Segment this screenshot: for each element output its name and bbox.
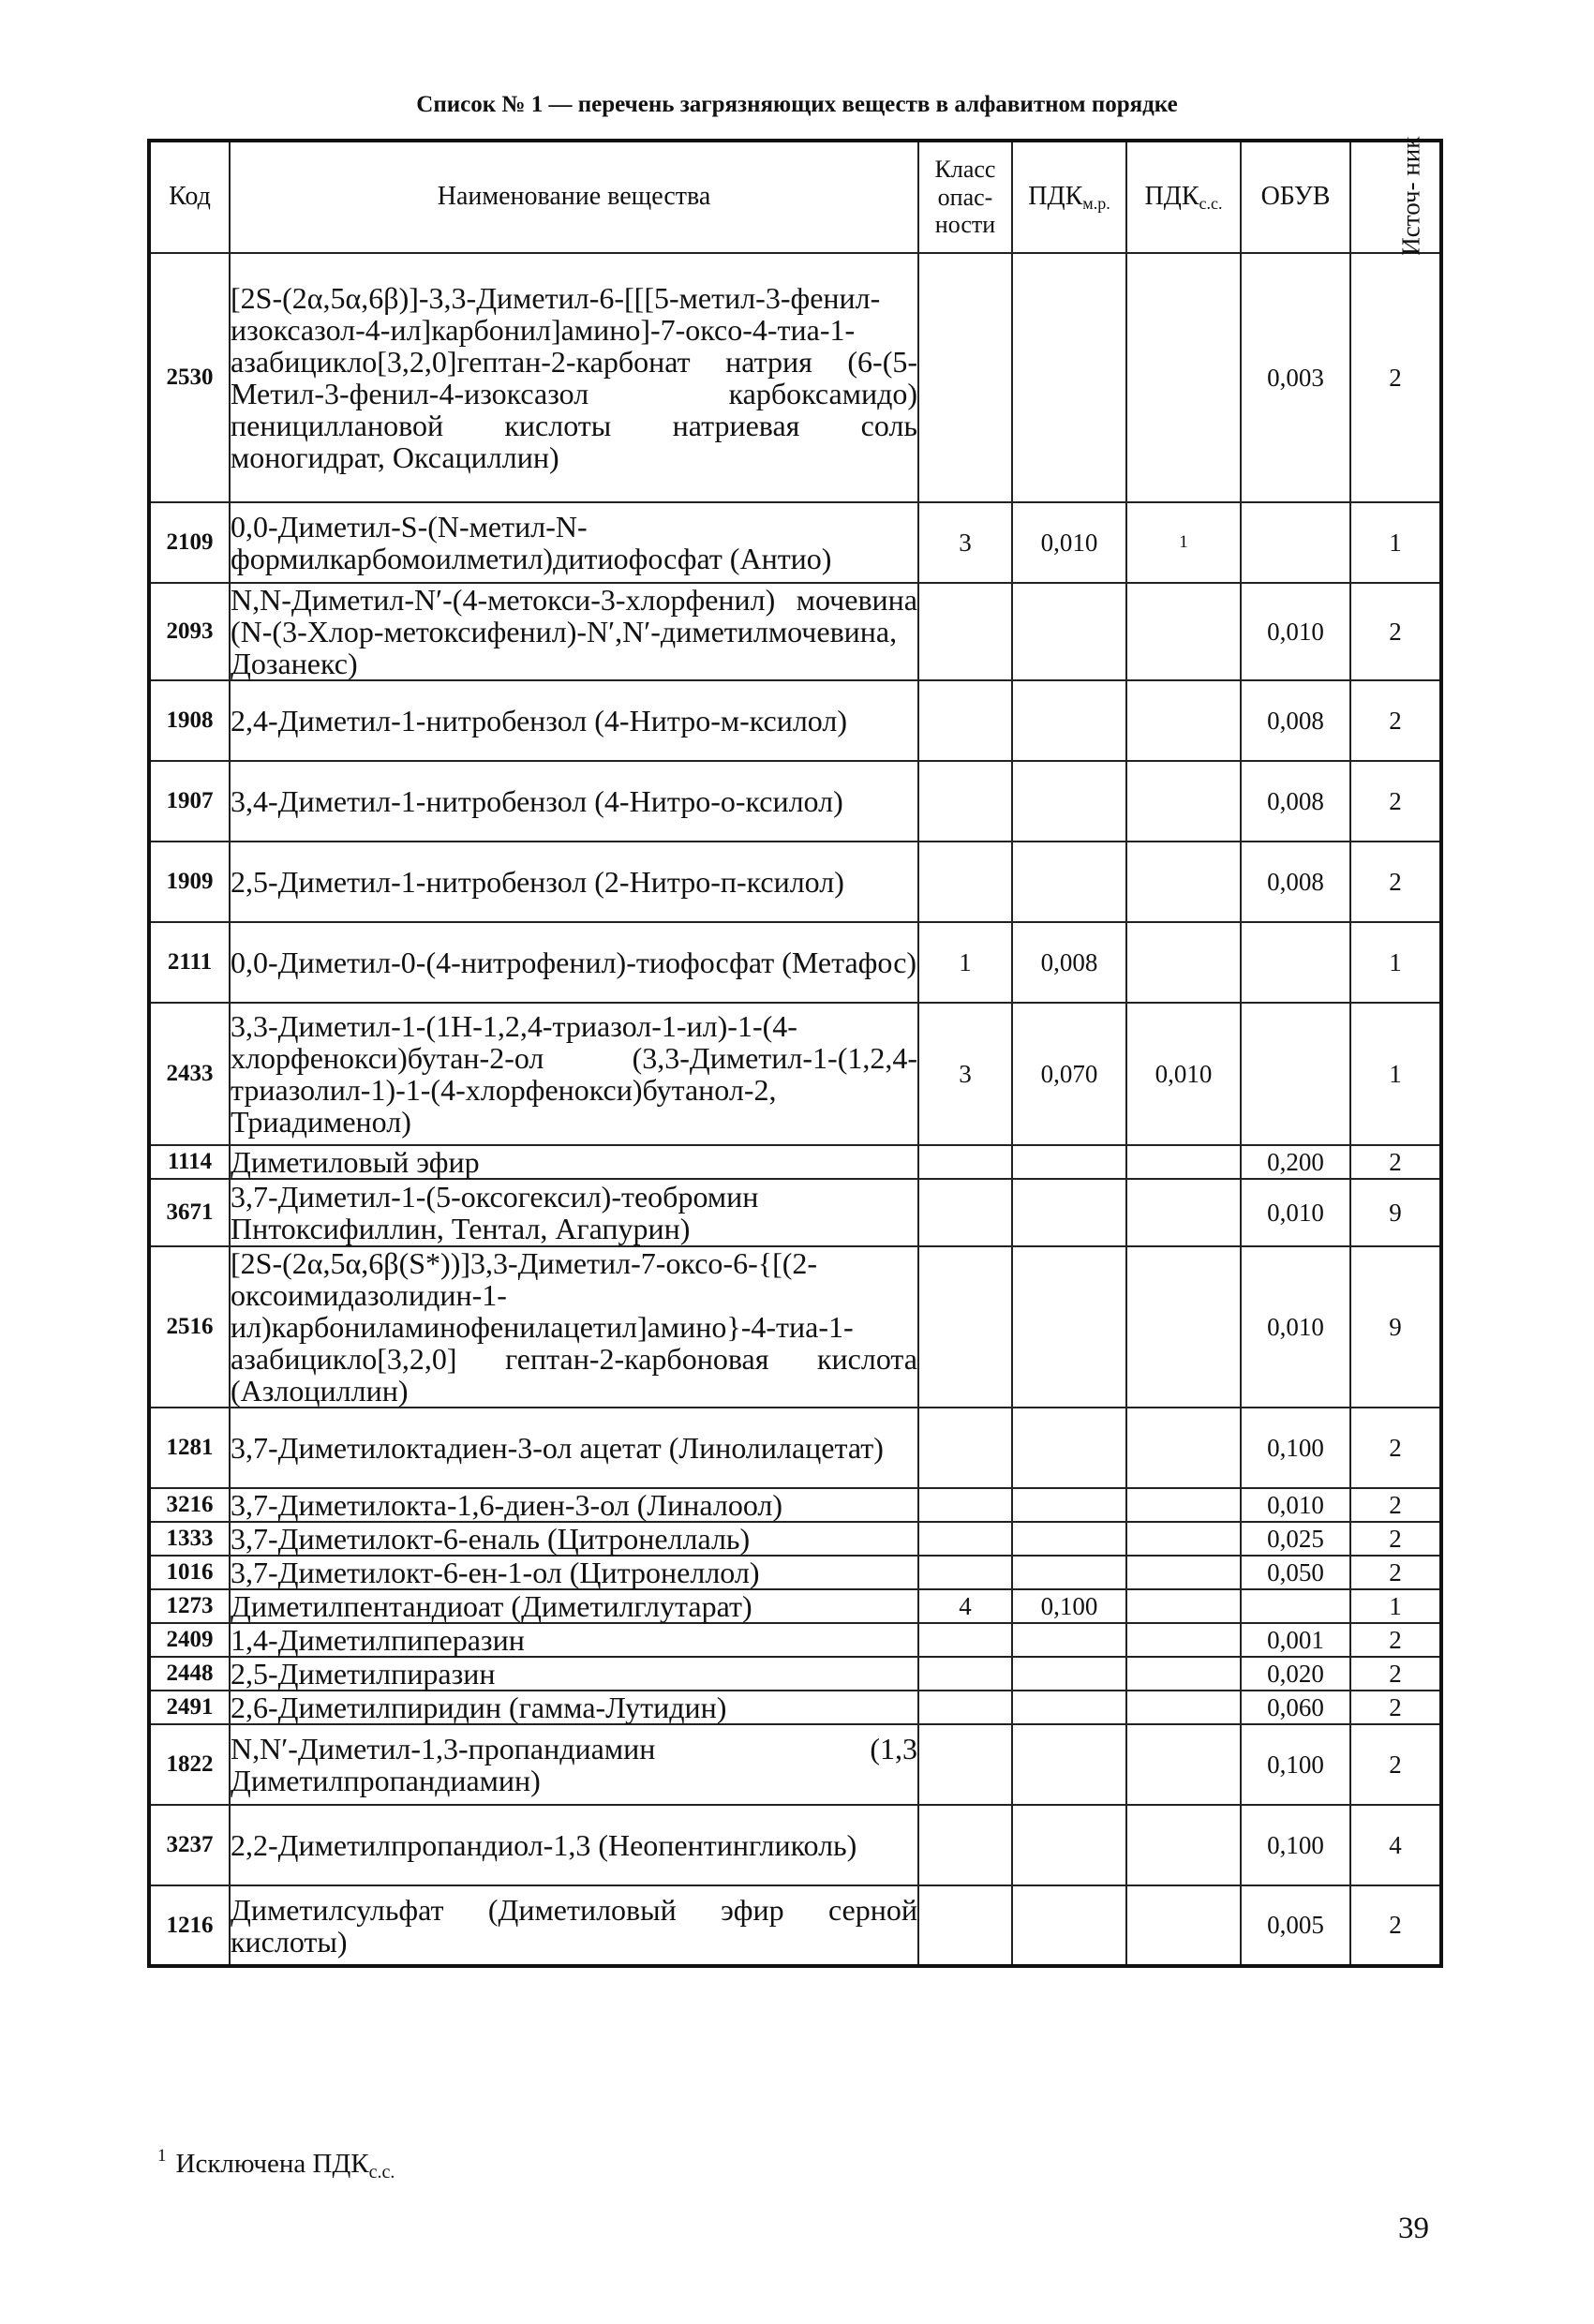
cell-obuv: 0,010 bbox=[1241, 1179, 1350, 1246]
cell-obuv: 0,001 bbox=[1241, 1623, 1350, 1657]
cell-code: 2111 bbox=[149, 922, 230, 1003]
cell-pdk-ss bbox=[1126, 761, 1241, 842]
cell-name: N,N-Диметил-N′-(4-метокси-3-хлорфенил) мочевина (N-(3-Хлор-метоксифенил)-N′,N′-диметилмочевина, Дозанекс) bbox=[231, 583, 917, 680]
cell-name: 2,5-Диметилпиразин bbox=[230, 1657, 918, 1691]
cell-hazard-class bbox=[918, 1246, 1012, 1408]
header-name: Наименование вещества bbox=[230, 141, 918, 253]
cell-source: 2 bbox=[1350, 1657, 1441, 1691]
cell-source: 2 bbox=[1350, 1724, 1441, 1805]
cell-pdk-mr: 0,070 bbox=[1012, 1003, 1126, 1145]
cell-pdk-ss bbox=[1126, 922, 1241, 1003]
cell-hazard-class bbox=[918, 1145, 1012, 1179]
cell-source: 1 bbox=[1350, 922, 1441, 1003]
cell-source: 2 bbox=[1350, 1522, 1441, 1556]
cell-pdk-mr bbox=[1012, 1246, 1126, 1408]
cell-code: 1908 bbox=[149, 680, 230, 761]
cell-pdk-mr bbox=[1012, 1885, 1126, 1966]
cell-source: 1 bbox=[1350, 502, 1441, 583]
cell-hazard-class: 4 bbox=[918, 1589, 1012, 1623]
cell-obuv: 0,010 bbox=[1241, 1246, 1350, 1408]
table-row bbox=[149, 583, 1441, 680]
cell-hazard-class bbox=[918, 842, 1012, 922]
cell-hazard-class bbox=[918, 583, 1012, 680]
cell-source: 2 bbox=[1350, 842, 1441, 922]
table-row bbox=[149, 1408, 1441, 1488]
cell-pdk-ss bbox=[1126, 1145, 1241, 1179]
cell-source: 1 bbox=[1350, 1589, 1441, 1623]
header-pdk-mr-sub: м.р. bbox=[1082, 193, 1110, 213]
cell-obuv: 0,008 bbox=[1241, 680, 1350, 761]
cell-code: 1114 bbox=[149, 1145, 230, 1179]
table-row bbox=[149, 1623, 1441, 1657]
cell-name: Диметилпентандиоат (Диметилглутарат) bbox=[230, 1589, 918, 1623]
table-row bbox=[149, 1179, 1441, 1246]
cell-pdk-ss: 1 bbox=[1126, 502, 1241, 583]
table-row bbox=[149, 1589, 1441, 1623]
table-row bbox=[149, 1145, 1441, 1179]
footnote-sub: с.с. bbox=[368, 2162, 395, 2182]
cell-code: 1273 bbox=[149, 1589, 230, 1623]
cell-hazard-class bbox=[918, 680, 1012, 761]
cell-pdk-mr: 0,008 bbox=[1012, 922, 1126, 1003]
header-pdk-mr bbox=[1012, 141, 1126, 253]
cell-code: 1822 bbox=[149, 1724, 230, 1805]
cell-pdk-mr bbox=[1012, 1805, 1126, 1885]
cell-code: 3216 bbox=[149, 1488, 230, 1522]
cell-name: [2S-(2α,5α,6β)]-3,3-Диметил-6-[[[5-метил-3-фенил-изоксазол-4-ил]карбонил]амино]-7-оксо-4-тиа-1-азабицикло[3,2,0]гептан-2-карбонат натрия (6-(5-Метил-3-фенил-4-изоксазол карбоксамидо) пенициллановой кислоты натриевая соль моногидрат, Оксациллин) bbox=[230, 253, 918, 502]
table-row bbox=[149, 1691, 1441, 1724]
cell-source: 2 bbox=[1350, 1623, 1441, 1657]
cell-obuv bbox=[1241, 502, 1350, 583]
header-pdk-ss bbox=[1126, 141, 1241, 253]
cell-hazard-class bbox=[918, 1623, 1012, 1657]
header-pdk-ss-sub: с.с. bbox=[1199, 193, 1223, 213]
table-body bbox=[149, 253, 1441, 1966]
cell-pdk-ss bbox=[1126, 1885, 1241, 1966]
cell-code: 2491 bbox=[149, 1691, 230, 1724]
table-header-row bbox=[149, 141, 1441, 253]
cell-name: 3,4-Диметил-1-нитробензол (4-Нитро-о-ксилол) bbox=[230, 761, 918, 842]
cell-source: 9 bbox=[1350, 1246, 1441, 1408]
cell-hazard-class: 3 bbox=[918, 502, 1012, 583]
header-hazard-class: Класс опас- ности bbox=[918, 141, 1012, 253]
cell-pdk-ss bbox=[1126, 1408, 1241, 1488]
table-row bbox=[149, 1885, 1441, 1966]
cell-pdk-ss bbox=[1126, 842, 1241, 922]
cell-name: 3,7-Диметилоктадиен-3-ол ацетат (Линолилацетат) bbox=[230, 1408, 918, 1488]
cell-source: 2 bbox=[1350, 583, 1441, 680]
table-row bbox=[149, 1003, 1441, 1145]
cell-pdk-mr bbox=[1012, 253, 1126, 502]
cell-code: 2530 bbox=[149, 253, 230, 502]
header-pdk-mr-base: ПДК bbox=[1028, 181, 1083, 211]
cell-obuv: 0,003 bbox=[1241, 253, 1350, 502]
substances-table bbox=[147, 139, 1443, 1968]
cell-pdk-ss: 0,010 bbox=[1126, 1003, 1241, 1145]
cell-hazard-class bbox=[918, 1522, 1012, 1556]
cell-hazard-class bbox=[918, 761, 1012, 842]
cell-code: 1216 bbox=[149, 1885, 230, 1966]
cell-obuv: 0,008 bbox=[1241, 842, 1350, 922]
table-row bbox=[149, 1724, 1441, 1805]
cell-pdk-mr bbox=[1012, 1556, 1126, 1589]
cell-hazard-class bbox=[918, 1691, 1012, 1724]
cell-name: 3,3-Диметил-1-(1Н-1,2,4-триазол-1-ил)-1-(4-хлорфенокси)бутан-2-ол (3,3-Диметил-1-(1,2,4-триазолил-1)-1-(4-хлорфенокси)бутанол-2, Триадименол) bbox=[230, 1003, 918, 1145]
cell-hazard-class bbox=[918, 1408, 1012, 1488]
cell-pdk-mr: 0,100 bbox=[1012, 1589, 1126, 1623]
cell-obuv: 0,100 bbox=[1241, 1408, 1350, 1488]
header-code: Код bbox=[149, 141, 230, 253]
table-row bbox=[149, 842, 1441, 922]
cell-pdk-ss bbox=[1126, 1691, 1241, 1724]
table-row bbox=[149, 922, 1441, 1003]
cell-obuv: 0,060 bbox=[1241, 1691, 1350, 1724]
cell-pdk-mr bbox=[1012, 1408, 1126, 1488]
cell-pdk-ss bbox=[1126, 1805, 1241, 1885]
cell-source: 1 bbox=[1350, 1003, 1441, 1145]
cell-pdk-mr bbox=[1012, 1179, 1126, 1246]
cell-code: 3671 bbox=[149, 1179, 230, 1246]
table-row bbox=[149, 1246, 1441, 1408]
cell-name: 2,4-Диметил-1-нитробензол (4-Нитро-м-ксилол) bbox=[230, 680, 918, 761]
cell-code: 2093 bbox=[149, 583, 230, 680]
table-row bbox=[149, 1657, 1441, 1691]
cell-name: 1,4-Диметилпиперазин bbox=[230, 1623, 918, 1657]
cell-pdk-ss bbox=[1126, 1657, 1241, 1691]
cell-name: 0,0-Диметил-0-(4-нитрофенил)-тиофосфат (Метафос) bbox=[230, 922, 918, 1003]
cell-code: 2448 bbox=[149, 1657, 230, 1691]
cell-pdk-ss bbox=[1126, 1623, 1241, 1657]
cell-hazard-class bbox=[918, 1805, 1012, 1885]
cell-obuv bbox=[1241, 1589, 1350, 1623]
header-pdk-ss-base: ПДК bbox=[1144, 181, 1199, 211]
cell-hazard-class bbox=[918, 1488, 1012, 1522]
cell-code: 2433 bbox=[149, 1003, 230, 1145]
cell-obuv: 0,100 bbox=[1241, 1805, 1350, 1885]
cell-pdk-mr bbox=[1012, 1145, 1126, 1179]
cell-source: 2 bbox=[1350, 1488, 1441, 1522]
cell-obuv: 0,025 bbox=[1241, 1522, 1350, 1556]
cell-source: 2 bbox=[1350, 761, 1441, 842]
cell-pdk-mr bbox=[1012, 761, 1126, 842]
cell-pdk-ss bbox=[1126, 583, 1241, 680]
cell-obuv: 0,008 bbox=[1241, 761, 1350, 842]
cell-code: 1281 bbox=[149, 1408, 230, 1488]
cell-name: 3,7-Диметилокт-6-еналь (Цитронеллаль) bbox=[230, 1522, 918, 1556]
cell-pdk-ss bbox=[1126, 1589, 1241, 1623]
table-row bbox=[149, 1805, 1441, 1885]
cell-code: 2409 bbox=[149, 1623, 230, 1657]
cell-pdk-mr bbox=[1012, 1522, 1126, 1556]
table-row bbox=[149, 1522, 1441, 1556]
cell-hazard-class bbox=[918, 1724, 1012, 1805]
cell-obuv: 0,100 bbox=[1241, 1724, 1350, 1805]
table-row bbox=[149, 1488, 1441, 1522]
footnote-mark: 1 bbox=[157, 2146, 167, 2166]
cell-pdk-ss bbox=[1126, 253, 1241, 502]
cell-name: 2,6-Диметилпиридин (гамма-Лутидин) bbox=[230, 1691, 918, 1724]
cell-pdk-mr bbox=[1012, 1691, 1126, 1724]
cell-code: 2109 bbox=[149, 502, 230, 583]
cell-obuv: 0,200 bbox=[1241, 1145, 1350, 1179]
table-row bbox=[149, 1556, 1441, 1589]
cell-pdk-mr bbox=[1012, 680, 1126, 761]
cell-code: 1907 bbox=[149, 761, 230, 842]
cell-name: Диметилсульфат (Диметиловый эфир серной кислоты) bbox=[230, 1885, 918, 1966]
cell-obuv: 0,050 bbox=[1241, 1556, 1350, 1589]
cell-code: 2516 bbox=[149, 1246, 230, 1408]
cell-pdk-mr bbox=[1012, 583, 1126, 680]
cell-code: 1016 bbox=[149, 1556, 230, 1589]
cell-source: 2 bbox=[1350, 253, 1441, 502]
cell-hazard-class bbox=[918, 1179, 1012, 1246]
cell-pdk-ss bbox=[1126, 1556, 1241, 1589]
cell-code: 1909 bbox=[149, 842, 230, 922]
cell-pdk-ss bbox=[1126, 1724, 1241, 1805]
cell-name: 2,5-Диметил-1-нитробензол (2-Нитро-п-ксилол) bbox=[230, 842, 918, 922]
cell-obuv bbox=[1241, 1003, 1350, 1145]
footnote-text: Исключена ПДК bbox=[175, 2149, 369, 2179]
cell-pdk-ss bbox=[1126, 680, 1241, 761]
table-row bbox=[149, 253, 1441, 502]
cell-source: 4 bbox=[1350, 1805, 1441, 1885]
cell-hazard-class bbox=[918, 1556, 1012, 1589]
cell-pdk-mr bbox=[1012, 1623, 1126, 1657]
cell-name: 3,7-Диметил-1-(5-оксогексил)-теобромин Пнтоксифиллин, Тентал, Агапурин) bbox=[230, 1179, 918, 1246]
cell-pdk-ss bbox=[1126, 1179, 1241, 1246]
cell-source: 2 bbox=[1350, 1556, 1441, 1589]
cell-code: 3237 bbox=[149, 1805, 230, 1885]
cell-name: 2,2-Диметилпропандиол-1,3 (Неопентингликоль) bbox=[230, 1805, 918, 1885]
cell-obuv: 0,010 bbox=[1241, 583, 1350, 680]
cell-pdk-ss bbox=[1126, 1522, 1241, 1556]
cell-hazard-class: 3 bbox=[918, 1003, 1012, 1145]
cell-source: 2 bbox=[1350, 1145, 1441, 1179]
cell-name: 3,7-Диметилокт-6-ен-1-ол (Цитронеллол) bbox=[230, 1556, 918, 1589]
cell-obuv: 0,020 bbox=[1241, 1657, 1350, 1691]
table-row bbox=[149, 502, 1441, 583]
cell-obuv bbox=[1241, 922, 1350, 1003]
cell-hazard-class bbox=[918, 1657, 1012, 1691]
cell-source: 2 bbox=[1350, 680, 1441, 761]
page-title: Список № 1 — перечень загрязняющих веществ в алфавитном порядке bbox=[416, 92, 1178, 117]
cell-source: 2 bbox=[1350, 1408, 1441, 1488]
footnote bbox=[157, 2146, 395, 2183]
page-number: 39 bbox=[1398, 2212, 1429, 2245]
cell-pdk-mr bbox=[1012, 1724, 1126, 1805]
header-obuv: ОБУВ bbox=[1241, 141, 1350, 253]
cell-hazard-class: 1 bbox=[918, 922, 1012, 1003]
header-source-label: Источ- ник bbox=[1396, 137, 1425, 257]
header-source bbox=[1350, 137, 1441, 257]
cell-obuv: 0,010 bbox=[1241, 1488, 1350, 1522]
table-row bbox=[149, 680, 1441, 761]
cell-name: Диметиловый эфир bbox=[230, 1145, 918, 1179]
cell-obuv: 0,005 bbox=[1241, 1885, 1350, 1966]
cell-source: 9 bbox=[1350, 1179, 1441, 1246]
cell-hazard-class bbox=[918, 1885, 1012, 1966]
cell-pdk-ss bbox=[1126, 1246, 1241, 1408]
cell-pdk-mr bbox=[1012, 1488, 1126, 1522]
cell-name: 3,7-Диметилокта-1,6-диен-3-ол (Линалоол) bbox=[230, 1488, 918, 1522]
cell-name: N,N′-Диметил-1,3-пропандиамин (1,3 Диметилпропандиамин) bbox=[230, 1724, 918, 1805]
cell-name: [2S-(2α,5α,6β(S*))]3,3-Диметил-7-оксо-6-{[(2-оксоимидазолидин-1-ил)карбониламинофенилацетил]амино}-4-тиа-1-азабицикло[3,2,0] гептан-2-карбоновая кислота (Азлоциллин) bbox=[231, 1246, 917, 1408]
cell-pdk-ss bbox=[1126, 1488, 1241, 1522]
table-row bbox=[149, 761, 1441, 842]
cell-pdk-mr: 0,010 bbox=[1012, 502, 1126, 583]
cell-pdk-mr bbox=[1012, 1657, 1126, 1691]
cell-source: 2 bbox=[1350, 1691, 1441, 1724]
cell-name: 0,0-Диметил-S-(N-метил-N-формилкарбомоилметил)дитиофосфат (Антио) bbox=[230, 502, 918, 583]
cell-source: 2 bbox=[1350, 1885, 1441, 1966]
cell-pdk-mr bbox=[1012, 842, 1126, 922]
cell-hazard-class bbox=[918, 253, 1012, 502]
cell-code: 1333 bbox=[149, 1522, 230, 1556]
